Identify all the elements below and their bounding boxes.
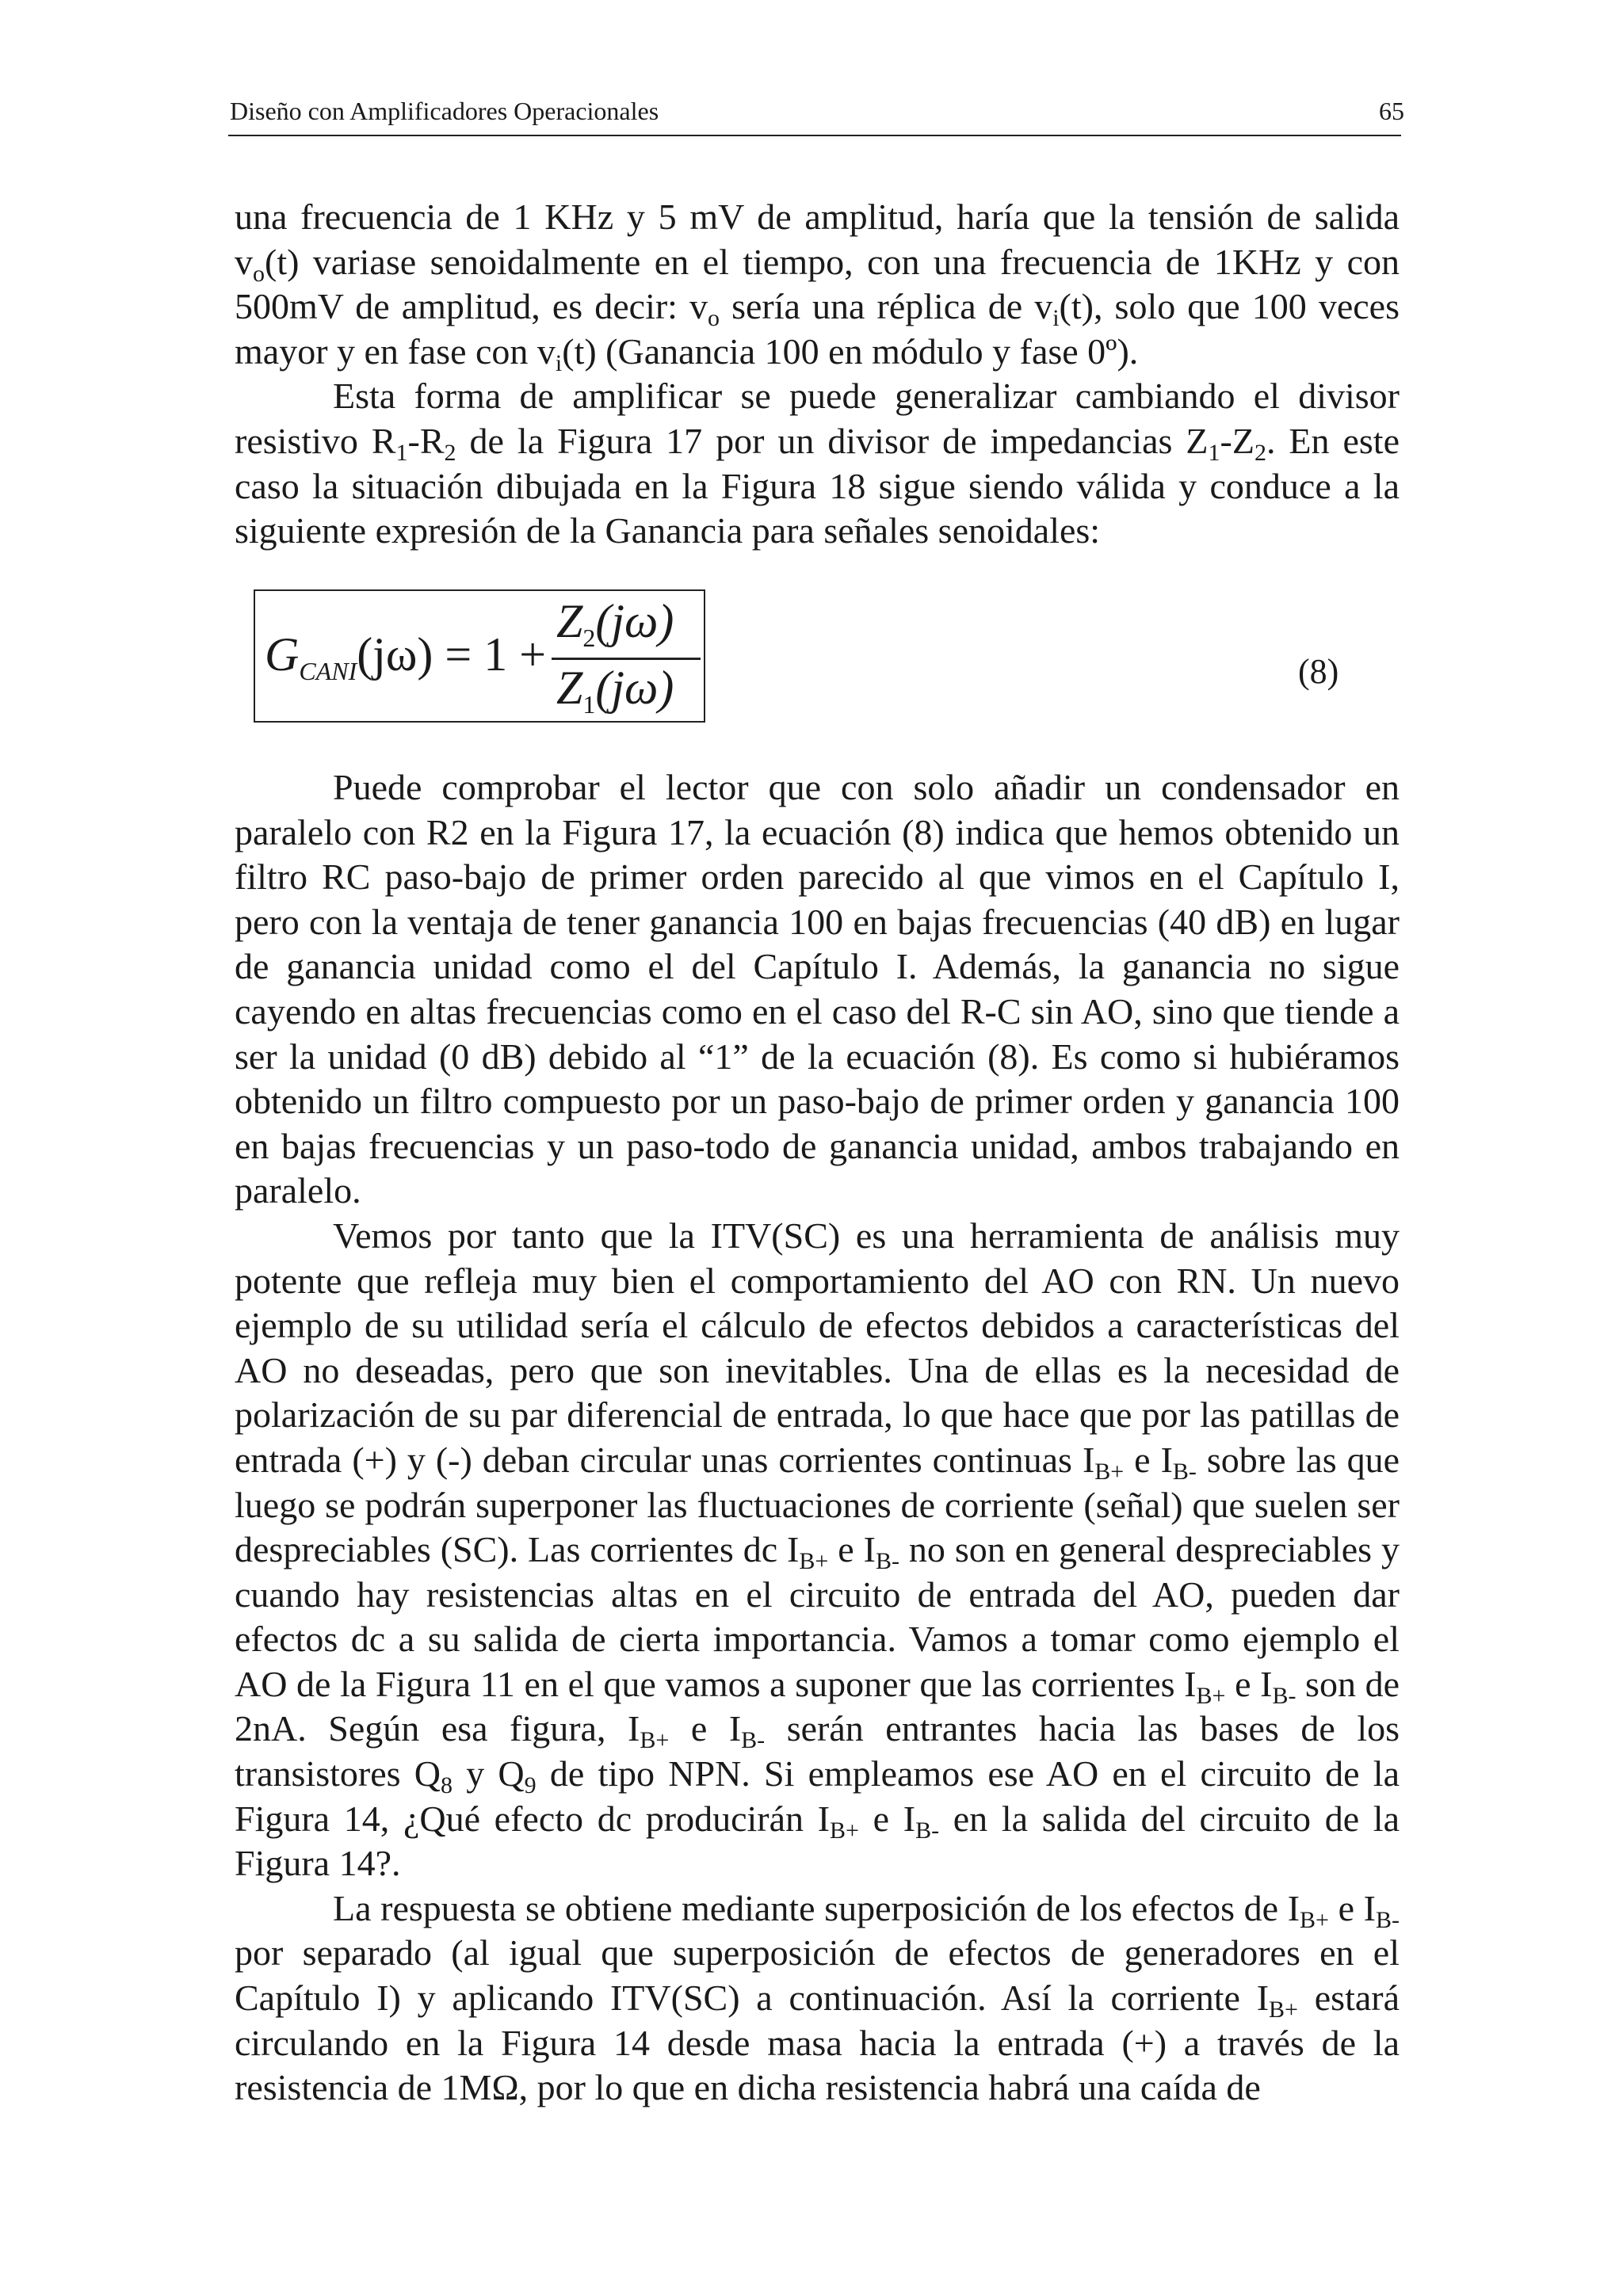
equation-numerator: $Z_2(j\omega)$ bbox=[556, 595, 674, 652]
paragraph-5: La respuesta se obtiene mediante superposición de los efectos de $I_{B+}$ e $I_{B-}$ por separado (al igual que superposición de efectos de generadores en el Capítulo I) y aplicando ITV(SC) a continuación. Así la corriente $I_{B+}$ estará circulando en la Figura 14 desde masa hacia la entrada (+) a través de la resistencia de 1MΩ, por lo que en dicha resistencia habrá una caída de bbox=[235, 1887, 1400, 2108]
text-block-top bbox=[235, 195, 1400, 554]
paragraph-3: Puede comprobar el lector que con solo añadir un condensador en paralelo con R2 en la Figura 17, la ecuación (8) indica que hemos obtenido un filtro RC paso-bajo de primer orden parecido al que vimos en el Capítulo I, pero con la ventaja de tener ganancia 100 en bajas frecuencias (40 dB) en lugar de ganancia unidad como el del Capítulo I. Además, la ganancia no sigue cayendo en altas frecuencias como en el caso del R-C sin AO, sino que tiende a ser la unidad (0 dB) debido al “1” de la ecuación (8). Es como si hubiéramos obtenido un filtro compuesto por un paso-bajo de primer orden y ganancia 100 en bajas frecuencias y un paso-todo de ganancia unidad, ambos trabajando en paralelo. bbox=[235, 767, 1400, 1211]
page-header bbox=[228, 93, 1404, 136]
page-number: 65 bbox=[1379, 97, 1404, 125]
equation-8-box bbox=[254, 589, 705, 723]
text-block-bottom bbox=[235, 765, 1400, 2111]
equation-number: (8) bbox=[1298, 652, 1339, 691]
fraction-bar bbox=[552, 658, 701, 660]
paragraph-2: Esta forma de amplificar se puede generalizar cambiando el divisor resistivo $R_1-R_2$ de la Figura 17 por un divisor de impedancias $Z_1-Z_2$. En este caso la situación dibujada en la Figura 18 sigue siendo válida y conduce a la siguiente expresión de la Ganancia para señales senoidales: bbox=[235, 376, 1400, 551]
paragraph-4: Vemos por tanto que la ITV(SC) es una herramienta de análisis muy potente que refleja muy bien el comportamiento del AO con RN. Un nuevo ejemplo de su utilidad sería el cálculo de efectos debidos a características del AO no deseadas, pero que son inevitables. Una de ellas es la necesidad de polarización de su par diferencial de entrada, lo que hace que por las patillas de entrada (+) y (-) deban circular unas corrientes continuas $I_{B+}$ e $I_{B-}$ sobre las que luego se podrán superponer las fluctuaciones de corriente (señal) que suelen ser despreciables (SC). Las corrientes dc $I_{B+}$ e $I_{B-}$ no son en general despreciables y cuando hay resistencias altas en el circuito de entrada del AO, pueden dar efectos dc a su salida de cierta importancia. Vamos a tomar como ejemplo el AO de la Figura 11 en el que vamos a suponer que las corrientes $I_{B+}$ e $I_{B-}$ son de 2nA. Según esa figura, $I_{B+}$ e $I_{B-}$ serán entrantes hacia las bases de los transistores $Q_8$ y $Q_9$ de tipo NPN. Si empleamos ese AO en el circuito de la Figura 14, ¿Qué efecto dc producirán $I_{B+}$ e $I_{B-}$ en la salida del circuito de la Figura 14?. bbox=[235, 1215, 1400, 1884]
equation-lhs: $G_{CANI}(j\omega) = 1$ + bbox=[265, 628, 547, 685]
equation-denominator: $Z_1(j\omega)$ bbox=[556, 662, 674, 719]
paragraph-1: una frecuencia de 1 KHz y 5 mV de amplitud, haría que la tensión de salida $v_o(t)$ variase senoidalmente en el tiempo, con una frecuencia de 1KHz y con 500mV de amplitud, es decir: $v_o$ sería una réplica de $v_i(t)$, solo que 100 veces mayor y en fase con $v_i(t)$ (Ganancia 100 en módulo y fase 0º). bbox=[235, 196, 1400, 376]
book-title: Diseño con Amplificadores Operacionales bbox=[230, 97, 659, 125]
